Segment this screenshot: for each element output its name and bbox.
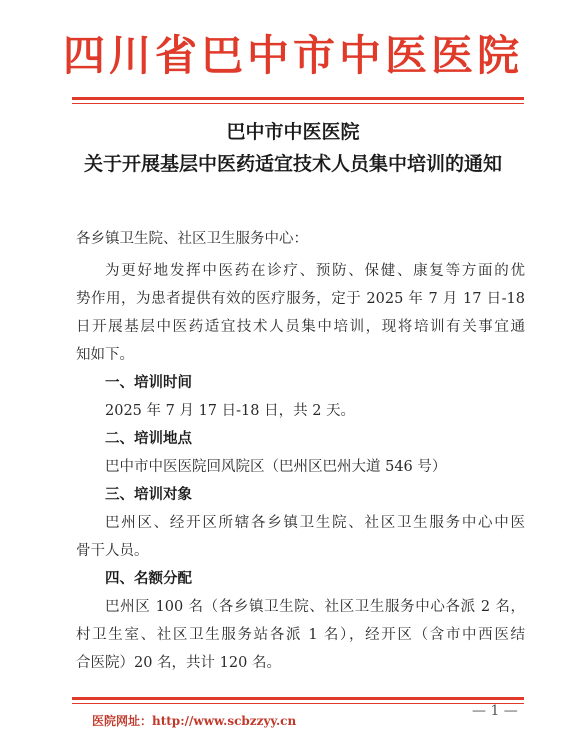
letterhead-rule-thin	[72, 103, 524, 104]
page-number: — 1 —	[472, 703, 518, 719]
intro-line-3: 日开展基层中医药适宜技术人员集中培训，现将培训有关事宜通	[76, 319, 525, 335]
footer-rule-thick	[72, 697, 524, 700]
section-text-quota-1: 巴州区 100 名（各乡镇卫生院、社区卫生服务中心各派 2 名，	[105, 599, 525, 615]
intro-line-4: 知如下。	[76, 347, 134, 363]
notice-title-line1: 巴中市中医医院	[226, 121, 360, 143]
section-text-quota-2: 村卫生室、社区卫生服务站各派 1 名），经开区（含市中西医结	[76, 627, 525, 643]
intro-line-1: 为更好地发挥中医药在诊疗、预防、保健、康复等方面的优	[105, 263, 525, 279]
section-heading-audience: 三、培训对象	[105, 487, 192, 503]
notice-title-line2: 关于开展基层中医药适宜技术人员集中培训的通知	[83, 153, 502, 175]
section-text-quota-3: 合医院）20 名，共计 120 名。	[76, 655, 281, 671]
section-text-time: 2025 年 7 月 17 日-18 日，共 2 天。	[105, 403, 356, 419]
section-heading-location: 二、培训地点	[105, 431, 192, 447]
section-text-audience-2: 骨干人员。	[76, 543, 149, 559]
intro-line-2: 势作用，为患者提供有效的医疗服务，定于 2025 年 7 月 17 日-18	[76, 291, 525, 307]
letterhead-rule-thick	[72, 97, 524, 100]
salutation: 各乡镇卫生院、社区卫生服务中心：	[76, 231, 308, 247]
section-heading-quota: 四、名额分配	[105, 571, 192, 587]
footer-website: 医院网址：http://www.scbzzyy.cn	[92, 714, 297, 728]
letterhead-title: 四川省巴中市中医医院	[62, 31, 523, 80]
section-text-audience-1: 巴州区、经开区所辖各乡镇卫生院、社区卫生服务中心中医	[105, 515, 525, 531]
footer-rule-thin	[72, 703, 524, 704]
section-text-location: 巴中市中医医院回风院区（巴州区巴州大道 546 号）	[105, 459, 447, 475]
section-heading-time: 一、培训时间	[105, 375, 192, 391]
